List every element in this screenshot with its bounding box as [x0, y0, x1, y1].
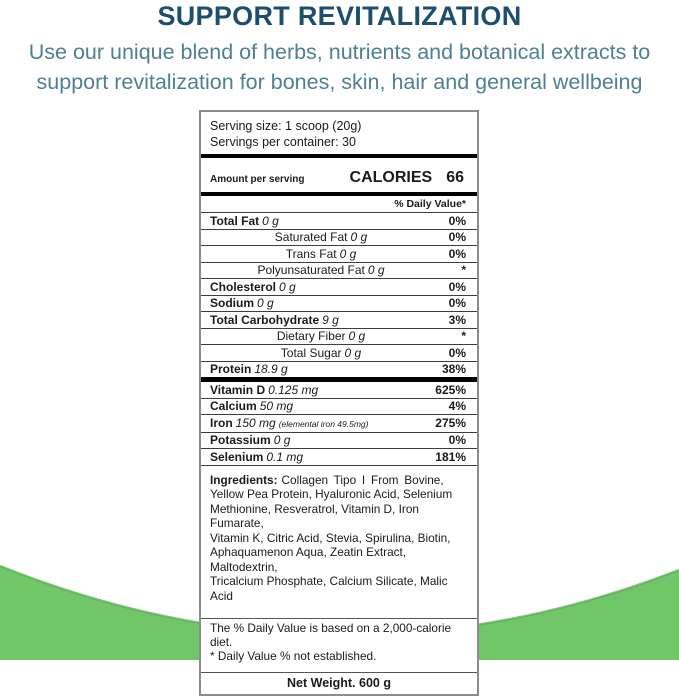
nutrient-amount: 0 g [339, 246, 357, 261]
nutrient-name: Potassium [210, 433, 271, 447]
nutrient-row-polyunsaturated-fat [201, 262, 477, 279]
serving-size: Serving size: 1 scoop (20g) [210, 119, 362, 133]
nutrient-note: (elemental iron 49.5mg) [278, 418, 369, 429]
nutrient-dv: 0% [448, 345, 466, 360]
ingredients-section [201, 465, 477, 619]
nutrient-row-sodium [201, 295, 477, 312]
nutrient-dv: 181% [435, 449, 466, 464]
nutrient-name: Total Sugar [280, 345, 342, 360]
nutrient-amount: 9 g [322, 312, 339, 327]
nutrient-amount: 18.9 g [254, 362, 288, 376]
nutrient-dv: 625% [435, 382, 466, 397]
nutrient-amount: 0 g [279, 279, 296, 294]
nutrient-dv: * [461, 329, 466, 343]
nutrient-dv: * [461, 263, 466, 277]
ingredients-text: Collagen Tipo I From Bovine, [281, 472, 444, 487]
nutrient-dv: 0% [448, 230, 466, 244]
nutrient-dv: 0% [448, 296, 466, 310]
nutrient-name: Cholesterol [210, 279, 277, 294]
nutrient-name: Polyunsaturated Fat [257, 263, 365, 277]
calories-row [201, 158, 477, 192]
nutrient-amount: 0 g [257, 296, 274, 310]
nutrient-dv: 0% [448, 213, 466, 228]
nutrient-name: Iron [210, 415, 233, 430]
nutrient-row-total-sugar [201, 344, 477, 361]
nutrient-amount: 0 g [350, 230, 368, 244]
nutrient-dv: 0% [448, 433, 466, 447]
nutrient-dv: 4% [448, 399, 466, 413]
nutrient-row-trans-fat [201, 245, 477, 262]
ingredients-line [210, 473, 469, 488]
subtitle-line-1: Use our unique blend of herbs, nutrients and botanical extracts to [28, 40, 651, 64]
nutrient-name: Protein [210, 362, 252, 376]
footnote-line-2: * Daily Value % not established. [210, 648, 377, 663]
nutrient-amount: 0 g [348, 329, 366, 343]
nutrient-name: Dietary Fiber [276, 329, 346, 343]
footnote-section [201, 618, 477, 672]
header [0, 0, 679, 97]
ingredients-line: Tricalcium Phosphate, Calcium Silicate, Malic Acid [210, 574, 448, 603]
page-title: SUPPORT REVITALIZATION [157, 1, 522, 31]
servings-per-container: Servings per container: 30 [210, 135, 356, 149]
nutrient-amount: 0 g [344, 345, 362, 360]
nutrient-dv: 38% [441, 362, 466, 376]
nutrient-rows [201, 212, 477, 377]
calories-value: 66 [446, 169, 464, 186]
nutrient-name: Trans Fat [285, 246, 337, 261]
nutrient-name: Saturated Fat [274, 230, 348, 244]
nutrient-amount: 150 mg [235, 415, 276, 430]
vitamin-row-vitamin-d [201, 382, 477, 398]
nutrient-amount: 50 mg [259, 399, 294, 413]
amount-per-serving-label: Amount per serving [210, 174, 305, 185]
vitamin-row-potassium [201, 432, 477, 449]
nutrient-amount: 0 g [273, 433, 291, 447]
nutrient-row-protein [201, 361, 477, 378]
nutrient-row-total-fat [201, 212, 477, 229]
ingredients-label: Ingredients: [210, 472, 278, 487]
nutrient-row-dietary-fiber [201, 328, 477, 345]
nutrient-dv: 275% [435, 415, 466, 430]
nutrition-facts-label [199, 110, 479, 696]
footnote-line-1: The % Daily Value is based on a 2,000-calorie diet. [210, 621, 452, 649]
nutrient-name: Selenium [210, 449, 264, 464]
ingredients-line: Vitamin K, Citric Acid, Stevia, Spirulina, Biotin, [210, 530, 451, 545]
net-weight: Net Weight. 600 g [201, 672, 477, 694]
subtitle-line-2: support revitalization for bones, skin, hair and general wellbeing [36, 69, 643, 94]
vitamin-row-iron [201, 414, 477, 432]
nutrient-dv: 0% [448, 279, 466, 294]
ingredients-line: Yellow Pea Protein, Hyaluronic Acid, Selenium [210, 487, 453, 501]
calories-label: CALORIES [349, 169, 433, 186]
daily-value-header: % Daily Value* [394, 198, 466, 210]
nutrient-name: Calcium [210, 399, 257, 413]
nutrient-name: Vitamin D [210, 382, 266, 397]
nutrient-row-cholesterol [201, 278, 477, 295]
vitamin-row-calcium [201, 398, 477, 415]
vitamin-rows [201, 382, 477, 465]
nutrient-row-total-carbohydrate [201, 311, 477, 328]
page-subtitle [0, 38, 679, 97]
nutrient-amount: 0.1 mg [266, 449, 304, 464]
nutrient-name: Total Carbohydrate [210, 312, 320, 327]
nutrient-amount: 0 g [262, 213, 279, 228]
nutrient-name: Sodium [210, 296, 254, 310]
nutrient-row-saturated-fat [201, 229, 477, 246]
vitamin-row-selenium [201, 448, 477, 465]
nutrient-name: Total Fat [210, 213, 260, 228]
nutrient-dv: 0% [448, 246, 466, 261]
ingredients-line: Aphaquamenon Aqua, Zeatin Extract, Maltodextrin, [210, 545, 407, 574]
nutrient-dv: 3% [448, 312, 466, 327]
nutrient-amount: 0.125 mg [268, 382, 319, 397]
serving-info [201, 112, 477, 154]
nutrient-amount: 0 g [367, 263, 385, 277]
ingredients-line: Methionine, Resveratrol, Vitamin D, Iron Fumarate, [210, 501, 419, 530]
